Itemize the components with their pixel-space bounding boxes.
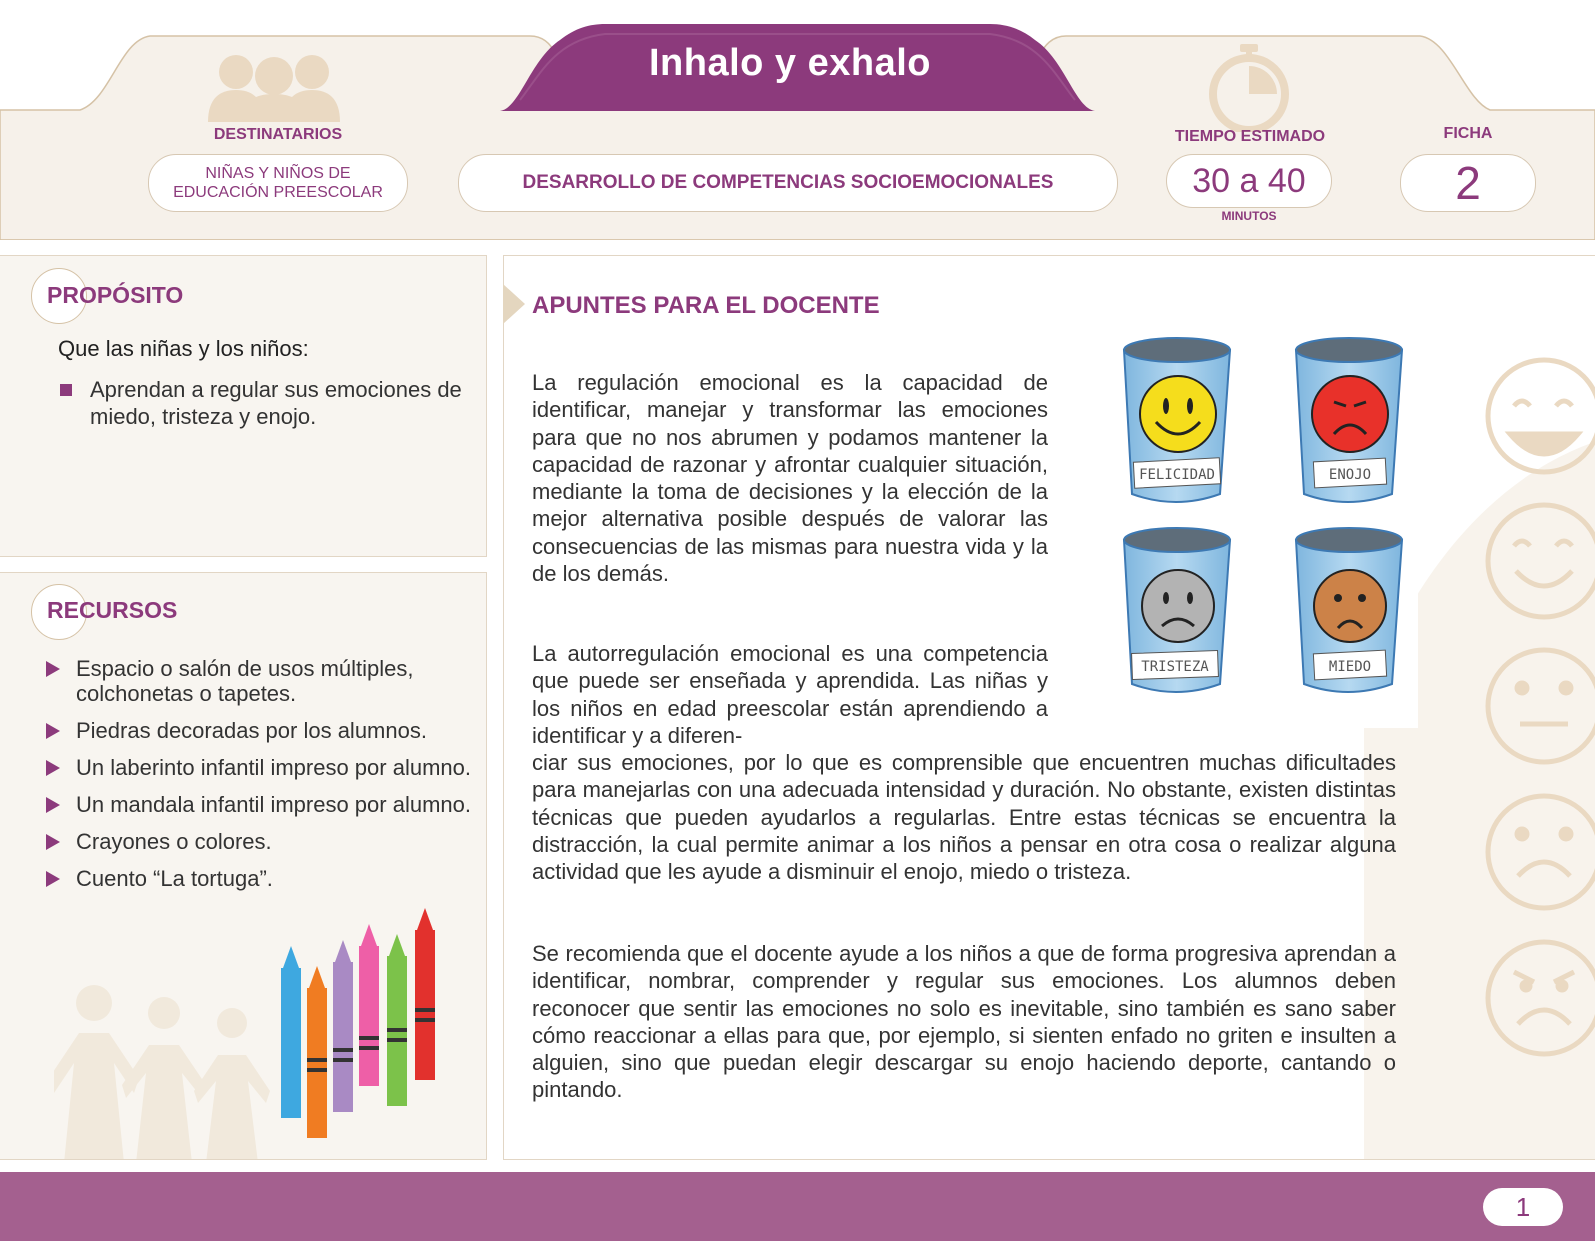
- list-item: [44, 829, 474, 854]
- tiempo-value: 30 a 40: [1166, 154, 1332, 208]
- area-value: DESARROLLO DE COMPETENCIAS SOCIOEMOCIONALES: [458, 154, 1118, 212]
- stopwatch-icon: [1206, 42, 1292, 132]
- triangle-bullet-icon: [46, 871, 60, 887]
- resources-title: RECURSOS: [47, 597, 178, 623]
- people-icon: [206, 50, 342, 122]
- footer-bar: [0, 1172, 1595, 1241]
- list-item-text: Crayones o colores.: [76, 829, 272, 854]
- list-item-text: Espacio o salón de usos múltiples, colchonetas o tapetes.: [76, 656, 414, 706]
- tiempo-unit: MINUTOS: [1221, 209, 1277, 223]
- triangle-bullet-icon: [46, 834, 60, 850]
- purpose-item: [58, 376, 468, 430]
- jar-miedo: [1296, 528, 1402, 692]
- crayons-illustration: [269, 908, 449, 1138]
- jar-label: FELICIDAD: [1139, 467, 1215, 483]
- list-item-text: Un laberinto infantil impreso por alumno.: [76, 755, 471, 780]
- destinatarios-value: NIÑAS Y NIÑOS DE EDUCACIÓN PREESCOLAR: [148, 154, 408, 212]
- ficha-label: FICHA: [1443, 125, 1493, 142]
- page-title: Inhalo y exhalo: [648, 42, 932, 84]
- list-item: [44, 755, 474, 780]
- jar-tristeza: [1124, 528, 1230, 692]
- list-item-text: Cuento “La tortuga”.: [76, 866, 273, 891]
- page-number: 1: [1483, 1188, 1563, 1226]
- emotion-jars-image: [1108, 326, 1418, 728]
- notes-paragraph-2-end: ciar sus emociones, por lo que es comprensible que encuentren muchas dificultades para manejarlas con una adecuada intensidad y duración. No obstante, existen distintas técnicas que pueden ayudarlos a regularlas. Entre estas técnicas se encuentra la distracción, la cual permite animar a los niños a pensar en otra cosa o realizar alguna actividad que les ayude a disminuir el enojo, miedo o tristeza.: [532, 750, 1396, 885]
- tiempo-label: TIEMPO ESTIMADO: [1174, 128, 1326, 145]
- triangle-bullet-icon: [46, 760, 60, 776]
- purpose-title: PROPÓSITO: [47, 282, 184, 308]
- jar-label: ENOJO: [1328, 467, 1372, 483]
- purpose-item-text: Aprendan a regular sus emociones de miedo, tristeza y enojo.: [90, 377, 462, 429]
- list-item: [44, 792, 474, 817]
- header: [0, 0, 1595, 240]
- notes-paragraph-3: Se recomienda que el docente ayude a los niños a que de forma progresiva aprendan a identificar, nombrar, comprender y regular sus emociones. Los alumnos deben reconocer que sentir las emociones no solo es inevitable, sino también es sano saber cómo reaccionar a ellas para que, por ejemplo, si sienten enfado no griten e insulten a alguien, sino que puedan elegir descargar su enojo haciendo deporte, cantando o pintando.: [532, 941, 1396, 1103]
- paper-people-decoration: [54, 973, 294, 1160]
- list-item-text: Piedras decoradas por los alumnos.: [76, 718, 427, 743]
- jar-label: TRISTEZA: [1141, 659, 1209, 675]
- list-item: [44, 718, 474, 743]
- section-marker-icon: [503, 284, 525, 324]
- jar-felicidad: [1124, 338, 1230, 502]
- square-bullet-icon: [60, 384, 72, 396]
- list-item: [44, 656, 474, 706]
- triangle-bullet-icon: [46, 797, 60, 813]
- destinatarios-label: DESTINATARIOS: [213, 126, 343, 143]
- notes-title: APUNTES PARA EL DOCENTE: [532, 292, 880, 319]
- triangle-bullet-icon: [46, 723, 60, 739]
- jar-label: MIEDO: [1328, 659, 1372, 675]
- triangle-bullet-icon: [46, 661, 60, 677]
- resources-list: [44, 656, 474, 903]
- notes-paragraph-1: La regulación emocional es la capacidad de identificar, manejar y transformar las emociones para que no nos abrumen y podamos mantener la capacidad de razonar y afrontar cualquier situación, mediante la toma de decisiones y la elección de la mejor alternativa posible después de valorar las consecuencias de las mismas para nuestra vida y la de los demás.: [532, 370, 1048, 587]
- jar-enojo: [1296, 338, 1402, 502]
- notes-paragraph-2-start: La autorregulación emocional es una competencia que puede ser enseñada y aprendida. Las niñas y los niños en edad preescolar están aprendiendo a identificar y a diferen-: [532, 641, 1048, 748]
- ficha-number: 2: [1400, 154, 1536, 212]
- list-item: [44, 866, 474, 891]
- list-item-text: Un mandala infantil impreso por alumno.: [76, 792, 471, 817]
- purpose-lead: Que las niñas y los niños:: [58, 336, 309, 361]
